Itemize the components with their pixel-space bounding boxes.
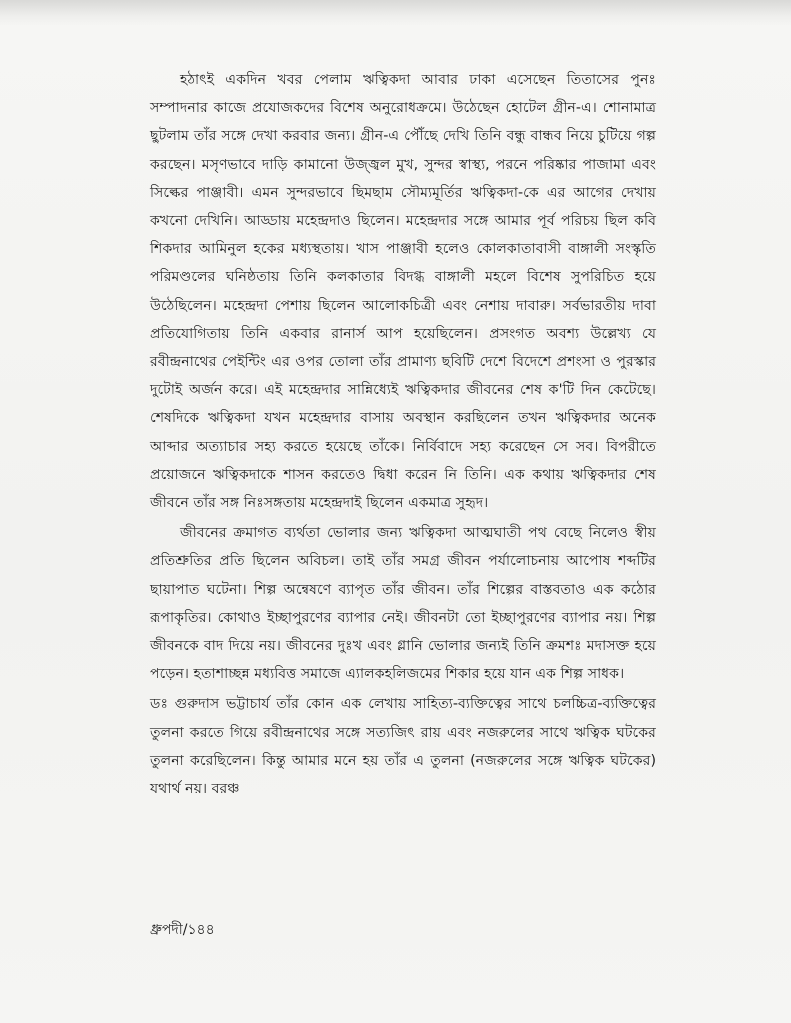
paragraph-3: ডঃ গুরুদাস ভট্টাচার্য তাঁর কোন এক লেখায় সাহিত্য-ব্যক্তিত্বের সাথে চলচ্চিত্র-ব্যক্তিত্বের তুলনা করতে গিয়ে রবীন্দ্রনাথের সঙ্গে সত্যজিৎ রায় এবং নজরুলের সাথে ঋত্বিক ঘটকের তুলনা করেছিলেন। কিন্তু আমার মনে হয় তাঁর এ তুলনা (নজরুলের সঙ্গে ঋত্বিক ঘটকের) যথার্থ নয়। বরঞ্চ — [150, 696, 656, 798]
page-body — [150, 66, 656, 803]
page-footer: ধ্রুপদী/১৪৪ — [150, 922, 215, 938]
paragraph-1: হঠাৎই একদিন খবর পেলাম ঋত্বিকদা আবার ঢাকা এসেছেন তিতাসের পুনঃ সম্পাদনার কাজে প্রযোজকদের বিশেষ অনুরোধক্রমে। উঠেছেন হোটেল গ্রীন-এ। শোনামাত্র ছুটলাম তাঁর সঙ্গে দেখা করবার জন্য। গ্রীন-এ পৌঁছে দেখি তিনি বন্ধু বান্ধব নিয়ে চুটিয়ে গল্প করছেন। মসৃণভাবে দাড়ি কামানো উজ্জ্বল মুখ, সুন্দর স্বাস্থ্য, পরনে পরিষ্কার পাজামা এবং সিল্কের পাঞ্জাবী। এমন সুন্দরভাবে ছিমছাম সৌম্যমূর্তির ঋত্বিকদা-কে এর আগের দেখায় কখনো দেখিনি। আড্ডায় মহেন্দ্রদাও ছিলেন। মহেন্দ্রদার সঙ্গে আমার পূর্ব পরিচয় ছিল কবি শিকদার আমিনুল হকের মধ্যস্থতায়। খাস পাঞ্জাবী হলেও কোলকাতাবাসী বাঙ্গালী সংস্কৃতি পরিমণ্ডলের ঘনিষ্ঠতায় তিনি কলকাতার বিদগ্ধ বাঙ্গালী মহলে বিশেষ সুপরিচিত হয়ে উঠেছিলেন। মহেন্দ্রদা পেশায় ছিলেন আলোকচিত্রী এবং নেশায় দাবারু। সর্বভারতীয় দাবা প্রতিযোগিতায় তিনি একবার রানার্স আপ হয়েছিলেন। প্রসংগত অবশ্য উল্লেখ্য যে রবীন্দ্রনাথের পেইন্টিং এর ওপর তোলা তাঁর প্রামাণ্য ছবিটি দেশে বিদেশে প্রশংসা ও পুরস্কার দুটোই অর্জন করে। এই মহেন্দ্রদার সান্নিধ্যেই ঋত্বিকদার জীবনের শেষ ক'টি দিন কেটেছে। শেষদিকে ঋত্বিকদা যখন মহেন্দ্রদার বাসায় অবস্থান করছিলেন তখন ঋত্বিকদার অনেক আব্দার অত্যাচার সহ্য করতে হয়েছে তাঁকে। নির্বিবাদে সহ্য করেছেন সে সব। বিপরীতে প্রয়োজনে ঋত্বিকদাকে শাসন করতেও দ্বিধা করেন নি তিনি। এক কথায় ঋত্বিকদার শেষ জীবনে তাঁর সঙ্গ নিঃসঙ্গতায় মহেন্দ্রদাই ছিলেন একমাত্র সুহৃদ। — [150, 72, 656, 512]
scan-top-shadow — [0, 0, 791, 26]
paragraph-2: জীবনের ক্রমাগত ব্যর্থতা ভোলার জন্য ঋত্বিকদা আত্মঘাতী পথ বেছে নিলেও স্বীয় প্রতিশ্রুতির প্রতি ছিলেন অবিচল। তাই তাঁর সমগ্র জীবন পর্যালোচনায় আপোষ শব্দটির ছায়াপাত ঘটেনা। শিল্প অন্বেষণে ব্যাপৃত তাঁর জীবন। তাঁর শিল্পের বাস্তবতাও এক কঠোর রূপাকৃতির। কোথাও ইচ্ছাপুরণের ব্যাপার নেই। জীবনটা তো ইচ্ছাপুরণের ব্যাপার নয়। শিল্প জীবনকে বাদ দিয়ে নয়। জীবনের দুঃখ এবং গ্লানি ভোলার জন্যই তিনি ক্রমশঃ মদাসক্ত হয়ে পড়েন। হতাশাচ্ছন্ন মধ্যবিত্ত সমাজে এ্যালকহলিজমের শিকার হয়ে যান এক শিল্প সাধক। — [150, 525, 656, 683]
